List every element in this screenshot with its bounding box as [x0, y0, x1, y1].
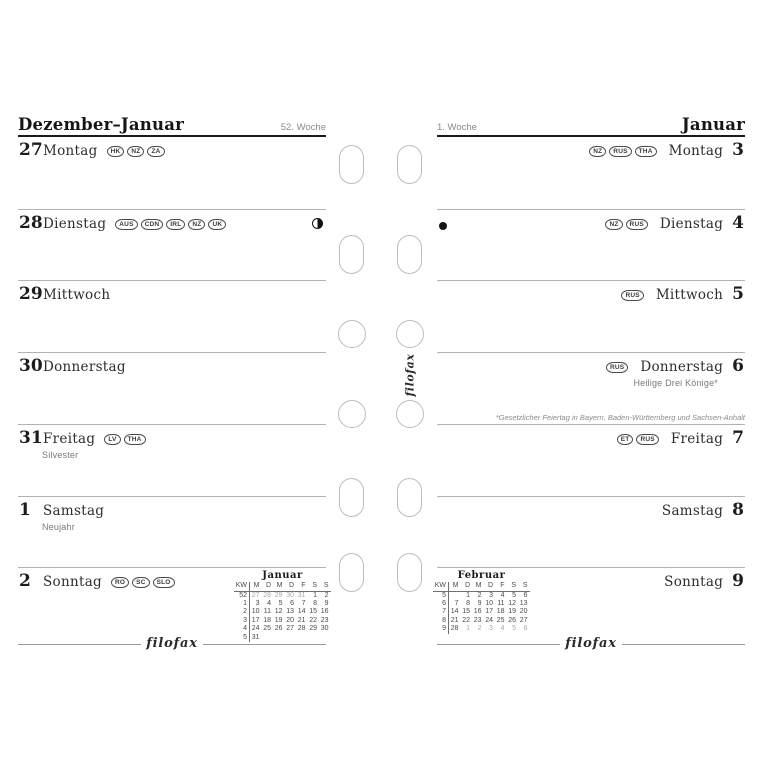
punch-hole — [397, 235, 422, 274]
week-number-label: 1. Woche — [437, 122, 477, 133]
mini-calendar-cell — [273, 634, 285, 642]
mini-calendar-cell: 14 — [297, 608, 306, 616]
punch-hole — [396, 400, 424, 428]
day-row-7-freitag — [437, 424, 745, 496]
day-head — [18, 137, 326, 159]
mini-calendar-cell: 10 — [251, 608, 260, 616]
page-header-right — [437, 112, 745, 137]
mini-calendar-cell — [296, 634, 308, 642]
holiday-footnote: *Gesetzlicher Feiertag in Bayern, Baden-Württemberg und Sachsen-Anhalt — [495, 413, 745, 422]
day-head — [437, 425, 745, 447]
country-badge: AUS — [115, 219, 137, 230]
mini-calendar-cell: 4 — [500, 625, 505, 633]
punch-hole — [338, 320, 366, 348]
country-badge: RO — [111, 577, 129, 588]
holiday-name: Heilige Drei Könige* — [633, 378, 718, 389]
mini-calendar-cell: 3 — [255, 600, 260, 608]
day-row-4-dienstag — [437, 209, 745, 281]
day-number: 1 — [19, 499, 31, 520]
mini-calendar-cell: 52 — [234, 592, 250, 600]
day-head — [437, 137, 745, 159]
mini-calendar-cell: 23 — [473, 616, 482, 624]
mini-calendar-cell: 2 — [477, 625, 482, 633]
mini-calendar-cell: 25 — [496, 616, 505, 624]
rule-line — [203, 644, 326, 645]
punch-hole — [338, 400, 366, 428]
mini-calendar-cell: 27 — [251, 591, 260, 599]
country-badge: THA — [124, 434, 146, 445]
moon-phase-icon — [312, 218, 323, 229]
mini-calendar-cell: 19 — [274, 616, 283, 624]
mini-calendar-cell: 5 — [433, 592, 449, 600]
mini-calendar-cell: 11 — [497, 600, 505, 608]
filofax-logo: filofax — [146, 636, 198, 652]
mini-calendar-cell: 15 — [309, 608, 317, 616]
mini-calendar-cell: 1 — [466, 591, 470, 599]
mini-calendar-cell: 4 — [234, 625, 250, 633]
day-name: Montag — [43, 143, 98, 159]
country-badge: RUS — [606, 362, 628, 373]
rule-line — [437, 644, 560, 645]
mini-calendar-cell: S — [507, 582, 519, 591]
holiday-region-badges — [111, 577, 175, 588]
country-badge: NZ — [127, 146, 144, 157]
mini-calendar-cell: 12 — [508, 600, 516, 608]
mini-calendar-cell — [319, 634, 331, 642]
country-badge: RUS — [636, 434, 658, 445]
mini-calendar-cell: 5 — [512, 591, 516, 599]
mini-calendar-cell — [308, 634, 320, 642]
day-head — [437, 497, 745, 519]
day-row-29-mittwoch — [18, 280, 326, 352]
mini-calendar-cell: 1 — [234, 600, 250, 608]
country-badge: NZ — [188, 219, 205, 230]
mini-calendar-cell: 12 — [274, 608, 283, 616]
day-row-9-sonntag — [434, 567, 745, 639]
mini-calendar-cell: 2 — [477, 591, 482, 599]
punch-hole — [339, 145, 364, 184]
rule-line — [18, 644, 141, 645]
mini-calendar-cell: 28 — [297, 625, 306, 633]
week-number-label: 52. Woche — [280, 122, 326, 133]
day-row-31-freitag — [18, 424, 326, 496]
country-badge: RUS — [621, 290, 643, 301]
mini-calendar-cell: 29 — [309, 625, 317, 633]
mini-calendar-cell: 31 — [297, 591, 306, 599]
holiday-region-badges — [115, 219, 226, 230]
day-head — [18, 281, 326, 303]
mini-calendar-cell: D — [262, 582, 274, 591]
mini-calendar-cell: 13 — [519, 600, 528, 608]
mini-calendar-cell: 24 — [251, 625, 260, 633]
mini-calendar-cell: F — [296, 582, 308, 591]
mini-calendar-cell: 7 — [301, 600, 306, 608]
mini-calendar-cell: 14 — [450, 608, 459, 616]
mini-calendar-cell: 5 — [512, 625, 516, 633]
mini-calendar-cell: 15 — [462, 608, 470, 616]
day-number: 8 — [732, 499, 744, 520]
holiday-name: Neujahr — [42, 521, 75, 532]
mini-calendar-cell: 5 — [234, 634, 250, 642]
day-number: 30 — [19, 356, 43, 377]
day-row-30-donnerstag — [18, 352, 326, 424]
holiday-region-badges — [606, 362, 628, 373]
country-badge: HK — [107, 146, 125, 157]
mini-calendar-cell: 24 — [485, 616, 493, 624]
day-number: 29 — [19, 284, 43, 305]
mini-calendar-cell: 3 — [234, 617, 250, 625]
mini-calendar-cell — [449, 592, 461, 600]
mini-calendar-cell: 26 — [274, 625, 283, 633]
mini-calendar-cell: 29 — [274, 591, 283, 599]
mini-calendar-cell: 10 — [485, 600, 493, 608]
page-header-left — [18, 112, 326, 137]
mini-calendar-cell: 20 — [519, 608, 528, 616]
day-number: 3 — [732, 140, 744, 160]
day-name: Dienstag — [43, 215, 107, 232]
spine-filofax-logo: filofax — [403, 353, 417, 397]
mini-calendar-cell: 16 — [320, 608, 329, 616]
holiday-region-badges — [617, 434, 659, 445]
mini-calendar-cell: 13 — [286, 608, 294, 616]
day-row-27-montag — [18, 137, 326, 209]
country-badge: SLO — [153, 577, 175, 588]
mini-calendar-cell: 22 — [462, 616, 470, 624]
mini-calendar-cell: 19 — [508, 608, 516, 616]
mini-calendar-title: Januar — [262, 570, 303, 582]
mini-calendar-cell: 8 — [466, 600, 470, 608]
punch-hole — [397, 553, 422, 592]
day-rows-left — [18, 137, 329, 641]
mini-calendar-cell: 9 — [477, 600, 482, 608]
day-head — [437, 210, 745, 232]
day-name: Donnerstag — [640, 359, 724, 376]
mini-calendar-cell: 11 — [263, 608, 271, 616]
mini-calendar-cell: 8 — [313, 600, 317, 608]
day-row-28-dienstag — [18, 209, 326, 281]
mini-calendar-cell: 1 — [466, 625, 470, 633]
country-badge: ZA — [147, 146, 164, 157]
holiday-region-badges — [107, 146, 165, 157]
mini-calendar-cell: 3 — [489, 591, 493, 599]
day-number: 6 — [732, 356, 744, 377]
day-number: 5 — [732, 284, 744, 305]
country-badge: SC — [132, 577, 149, 588]
mini-calendar-cell: S — [518, 582, 530, 591]
mini-calendar-cell: S — [319, 582, 331, 591]
mini-calendar-cell: 22 — [309, 616, 317, 624]
day-row-5-mittwoch — [437, 280, 745, 352]
mini-calendar-cell: 2 — [234, 608, 250, 616]
mini-calendar-cell: 18 — [263, 616, 271, 624]
page-title: Januar — [681, 115, 745, 134]
country-badge: UK — [208, 219, 226, 230]
country-badge: THA — [635, 146, 657, 157]
country-badge: RUS — [609, 146, 631, 157]
diary-page-left — [18, 112, 329, 652]
day-name: Mittwoch — [655, 287, 724, 304]
day-name: Samstag — [661, 502, 724, 519]
mini-calendar-cell: 27 — [519, 616, 528, 624]
mini-calendar-cell: 6 — [433, 600, 449, 608]
mini-calendar-cell: 6 — [290, 600, 294, 608]
mini-calendar-cell: 17 — [485, 608, 493, 616]
day-name: Freitag — [43, 430, 96, 447]
rule-line — [622, 644, 745, 645]
day-name: Dienstag — [659, 215, 724, 232]
holiday-region-badges — [104, 434, 145, 445]
day-rows-right — [434, 137, 745, 639]
mini-calendar-cell: 21 — [450, 616, 459, 624]
day-name: Donnerstag — [43, 359, 126, 376]
mini-calendar-cell: 17 — [251, 616, 260, 624]
mini-calendar-cell: D — [285, 582, 297, 591]
page-title: Dezember–Januar — [18, 115, 184, 134]
mini-calendar-cell: 18 — [496, 608, 505, 616]
moon-phase-icon — [439, 222, 447, 230]
day-name: Sonntag — [664, 574, 724, 591]
mini-calendar-cell: 20 — [286, 616, 294, 624]
day-row-3-montag — [437, 137, 745, 209]
holiday-region-badges — [605, 219, 647, 230]
diary-page-right — [434, 112, 745, 652]
day-number: 9 — [732, 571, 744, 592]
holiday-name: Silvester — [42, 449, 79, 460]
mini-calendar-cell: 30 — [286, 591, 294, 599]
mini-calendar-cell: KW — [433, 582, 449, 591]
filofax-logo: filofax — [565, 636, 617, 652]
holiday-region-badges — [621, 290, 643, 301]
mini-calendar-cell: 16 — [473, 608, 482, 616]
mini-calendar-januar — [234, 570, 331, 642]
mini-calendar-title: Februar — [457, 570, 506, 582]
day-name: Freitag — [670, 430, 724, 447]
day-number: 27 — [19, 140, 43, 160]
holiday-region-badges — [589, 146, 656, 157]
day-head — [18, 210, 326, 232]
country-badge: IRL — [166, 219, 185, 230]
day-row-1-samstag — [18, 496, 326, 568]
mini-calendar-cell: M — [250, 582, 262, 591]
mini-calendar-cell: 30 — [320, 625, 329, 633]
mini-calendar-cell: M — [273, 582, 285, 591]
mini-calendar-cell: 8 — [433, 617, 449, 625]
mini-calendar-cell: 28 — [263, 591, 271, 599]
country-badge: CDN — [141, 219, 164, 230]
punch-hole — [397, 478, 422, 517]
mini-calendar-cell: 7 — [433, 608, 449, 616]
mini-calendar-cell: 2 — [324, 591, 329, 599]
mini-calendar-cell: 31 — [251, 633, 260, 641]
day-number: 7 — [732, 427, 744, 448]
mini-calendar-cell: 6 — [523, 591, 528, 599]
country-badge: LV — [104, 434, 120, 445]
mini-calendar-cell: 27 — [286, 625, 294, 633]
day-number: 31 — [19, 427, 43, 448]
mini-calendar-februar — [433, 570, 530, 633]
punch-hole — [339, 235, 364, 274]
day-name: Mittwoch — [43, 287, 111, 304]
mini-calendar-cell: 26 — [508, 616, 516, 624]
day-name: Sonntag — [43, 574, 102, 591]
mini-calendar-cell: M — [472, 582, 484, 591]
mini-calendar-cell: 3 — [489, 625, 493, 633]
day-number: 28 — [19, 212, 43, 233]
mini-calendar-cell: D — [484, 582, 496, 591]
mini-calendar-cell: 9 — [324, 600, 329, 608]
mini-calendar-cell: M — [449, 582, 461, 591]
day-head — [437, 353, 745, 375]
day-head — [18, 497, 326, 519]
mini-calendar-cell: 23 — [320, 616, 329, 624]
mini-calendar-cell: 1 — [313, 591, 317, 599]
day-number: 2 — [19, 571, 31, 592]
day-name: Montag — [668, 143, 724, 159]
mini-calendar-cell: 9 — [433, 625, 449, 633]
day-number: 4 — [732, 212, 744, 233]
day-head — [18, 425, 326, 447]
punch-hole — [339, 478, 364, 517]
mini-calendar-cell: 4 — [267, 600, 271, 608]
mini-calendar-cell: D — [461, 582, 473, 591]
mini-calendar-cell: 6 — [523, 625, 528, 633]
punch-hole — [397, 145, 422, 184]
country-badge: ET — [617, 434, 634, 445]
country-badge: RUS — [626, 219, 648, 230]
day-head — [437, 281, 745, 303]
country-badge: NZ — [605, 219, 622, 230]
mini-calendar-cell — [285, 634, 297, 642]
mini-calendar-cell: 7 — [454, 600, 459, 608]
mini-calendar-cell: 4 — [500, 591, 505, 599]
punch-hole — [339, 553, 364, 592]
mini-calendar-cell: 28 — [450, 625, 459, 633]
mini-calendar-cell: S — [308, 582, 320, 591]
country-badge: NZ — [589, 146, 606, 157]
mini-calendar-cell: 21 — [297, 616, 306, 624]
mini-calendar-cell: 5 — [278, 600, 283, 608]
mini-calendar-grid — [234, 582, 331, 642]
mini-calendar-cell: KW — [234, 582, 250, 591]
day-head — [18, 353, 326, 375]
bottom-rule — [437, 636, 745, 652]
mini-calendar-cell: 25 — [263, 625, 271, 633]
mini-calendar-cell: F — [495, 582, 507, 591]
day-row-8-samstag — [437, 496, 745, 568]
mini-calendar-grid — [433, 582, 530, 633]
day-name: Samstag — [43, 502, 105, 519]
punch-hole — [396, 320, 424, 348]
day-row-2-sonntag — [18, 567, 329, 641]
mini-calendar-cell — [262, 634, 274, 642]
